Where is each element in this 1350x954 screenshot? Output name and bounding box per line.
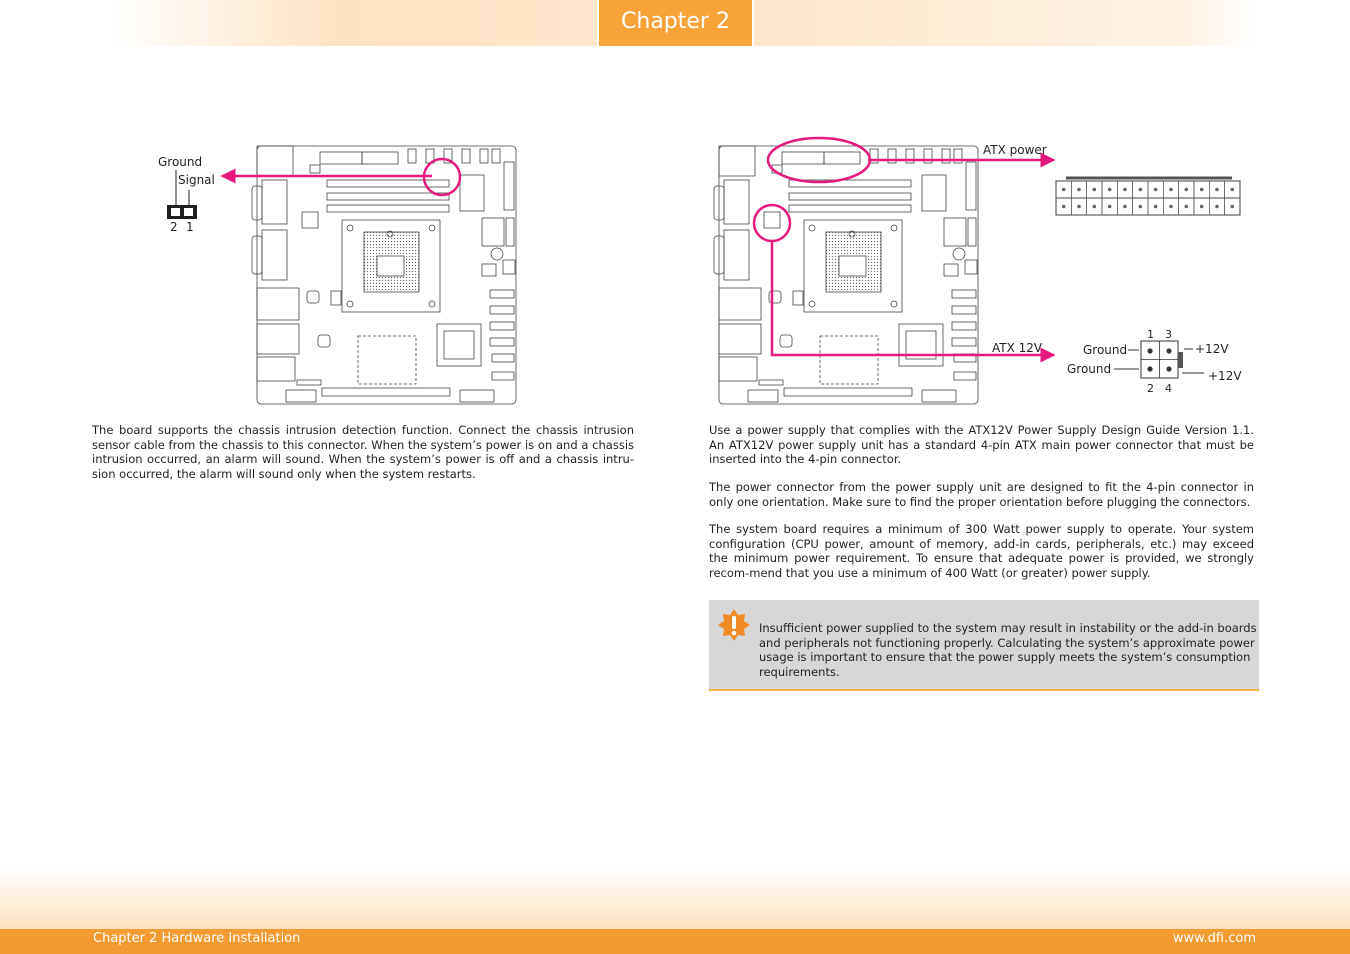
board-left [252,146,516,404]
pin [1139,188,1143,192]
pin [1062,188,1066,192]
pin [1230,188,1234,192]
footer-band [0,868,1350,930]
pin [1200,188,1204,192]
chapter-tab: Chapter 2 [597,0,754,46]
pin [1215,188,1219,192]
signal-label: Signal [178,173,215,187]
atx-power-label: ATX power [983,143,1047,157]
ground-bottom-label: Ground [1067,362,1112,376]
pin3-label: 3 [1165,328,1172,341]
ground-top-label: Ground [1083,343,1128,357]
pin [1154,188,1158,192]
ground-label: Ground [158,155,203,169]
board-right [714,146,978,404]
pin1-label: 1 [1147,328,1154,341]
pin [1185,188,1189,192]
power-paragraph-3: The system board requires a minimum of 300 Watt power supply to operate. Your system configuration (CPU power, amount of memory, add-in cards, peripherals, etc.) may exceed the minimum power requirement. To ensure that adequate power is provided, we strongly recom-mend that you use a minimum of 400 Watt (or greater) power supply. [709,522,1254,580]
pin1-label: 1 [186,220,194,234]
pin [1108,188,1112,192]
pin [1123,188,1127,192]
pin [1154,205,1158,209]
pin [1108,205,1112,209]
pin [1215,205,1219,209]
pin2-label: 2 [1147,382,1154,395]
pin [1230,205,1234,209]
chassis-intrusion-description: The board supports the chassis intrusion detection function. Connect the chassis intrusion sensor cable from the chassis to this connector. When the system’s power is on and a chassis intrusion occurred, an alarm will sound. When the system’s power is off and a chassis intru-sion occurred, the alarm will sound only when the system restarts. [92,423,634,481]
power-paragraph-2: The power connector from the power supply unit are designed to fit the 4-pin connector in only one orientation. Make sure to find the proper orientation before plugging the connectors. [709,480,1254,509]
footer-website: www.dfi.com [1172,931,1256,946]
v12-bottom-label: +12V [1208,369,1242,383]
pin [1093,205,1097,209]
pin [1093,188,1097,192]
pin [1200,205,1204,209]
power-paragraph-1: Use a power supply that complies with the ATX12V Power Supply Design Guide Version 1.1. An ATX12V power supply unit has a standard 4-pin ATX main power connector that must be inserted into the 4-pin connector. [709,423,1254,467]
pin [1185,205,1189,209]
pin [1077,205,1081,209]
warning-note [709,600,1259,691]
pin [1062,205,1066,209]
warning-icon [717,608,751,642]
footer-bar [0,929,1350,954]
pin [1169,188,1173,192]
pin [1139,205,1143,209]
v12-top-label: +12V [1195,342,1229,356]
atx12v-label: ATX 12V [992,341,1043,355]
footer-section-title: Chapter 2 Hardware Installation [93,931,301,946]
atx12v-connector [1114,341,1204,378]
pin [1077,188,1081,192]
pin [1169,205,1173,209]
warning-text: Insufficient power supplied to the system may result in instability or the add-in boards and peripherals not functioning properly. Calculating the system’s approximate power usage is important to ensure that the power supply meets the system’s consumption requirements. [759,621,1257,679]
pin4-label: 4 [1165,382,1172,395]
pin2-label: 2 [170,220,178,234]
pin [1123,205,1127,209]
